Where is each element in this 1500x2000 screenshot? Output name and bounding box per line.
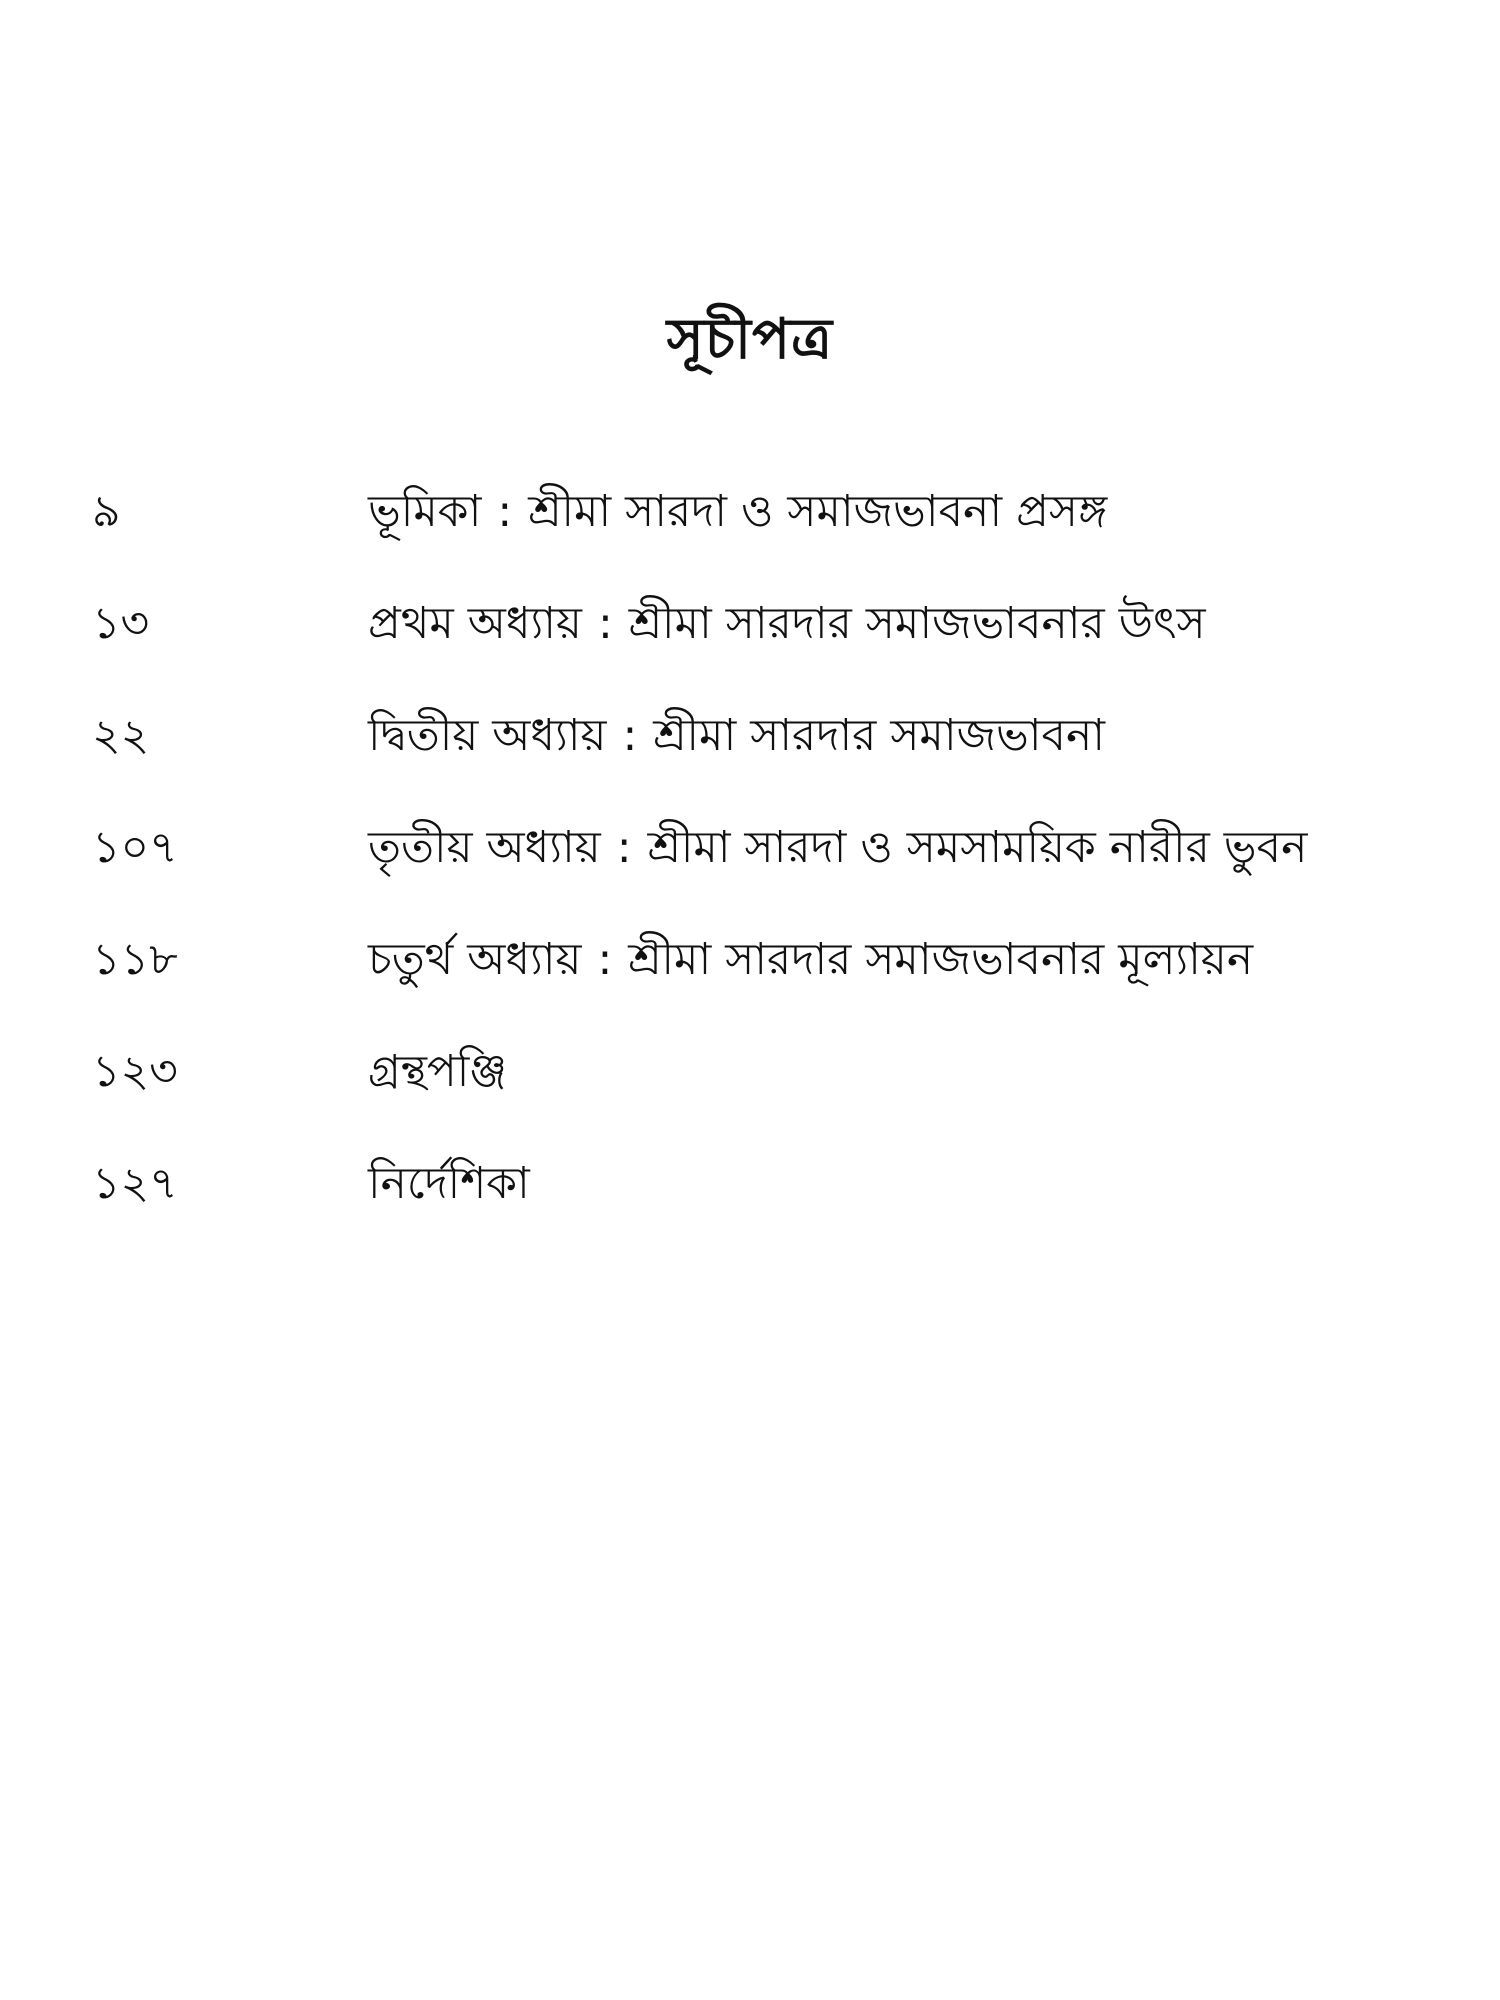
toc-label: ভূমিকা <box>368 486 482 537</box>
toc-entry <box>368 1038 507 1111</box>
toc-row <box>92 926 1472 1038</box>
toc-row <box>92 1150 1472 1262</box>
toc-label: নির্দেশিকা <box>368 1158 530 1209</box>
toc-page-number: ৯ <box>92 486 121 537</box>
toc-subtitle: শ্রীমা সারদার সমাজভাবনার উৎস <box>628 598 1206 649</box>
page-title: সূচীপত্র <box>666 307 834 372</box>
toc-page-number: ১২৩ <box>92 1046 178 1097</box>
toc-subtitle: শ্রীমা সারদা ও সমসাময়িক নারীর ভুবন <box>647 822 1308 873</box>
table-of-contents <box>92 478 1472 1262</box>
toc-separator: : <box>497 486 513 537</box>
toc-label: দ্বিতীয় অধ্যায় <box>368 710 607 761</box>
toc-entry <box>368 926 1253 999</box>
toc-label: প্রথম অধ্যায় <box>368 598 582 649</box>
toc-row <box>92 590 1472 702</box>
toc-page-number: ২২ <box>92 710 150 761</box>
toc-page-number: ১৩ <box>92 598 150 649</box>
toc-row <box>92 814 1472 926</box>
toc-separator: : <box>597 598 613 649</box>
toc-entry <box>368 814 1307 887</box>
toc-separator: : <box>616 822 632 873</box>
toc-page-number: ১১৮ <box>92 934 178 985</box>
toc-separator: : <box>597 934 613 985</box>
toc-entry <box>368 1150 530 1223</box>
toc-page-number: ১২৭ <box>92 1158 178 1209</box>
toc-subtitle: শ্রীমা সারদার সমাজভাবনা <box>653 710 1106 761</box>
toc-label: চতুর্থ অধ্যায় <box>368 934 582 985</box>
toc-label: গ্রন্থপঞ্জি <box>368 1046 507 1097</box>
toc-separator: : <box>622 710 638 761</box>
toc-page-number: ১০৭ <box>92 822 178 873</box>
toc-entry <box>368 702 1105 775</box>
toc-entry <box>368 478 1107 551</box>
toc-subtitle: শ্রীমা সারদার সমাজভাবনার মূল্যায়ন <box>628 934 1254 985</box>
toc-row <box>92 702 1472 814</box>
toc-row <box>92 478 1472 590</box>
toc-subtitle: শ্রীমা সারদা ও সমাজভাবনা প্রসঙ্গ <box>528 486 1108 537</box>
toc-label: তৃতীয় অধ্যায় <box>368 822 601 873</box>
toc-row <box>92 1038 1472 1150</box>
toc-entry <box>368 590 1206 663</box>
